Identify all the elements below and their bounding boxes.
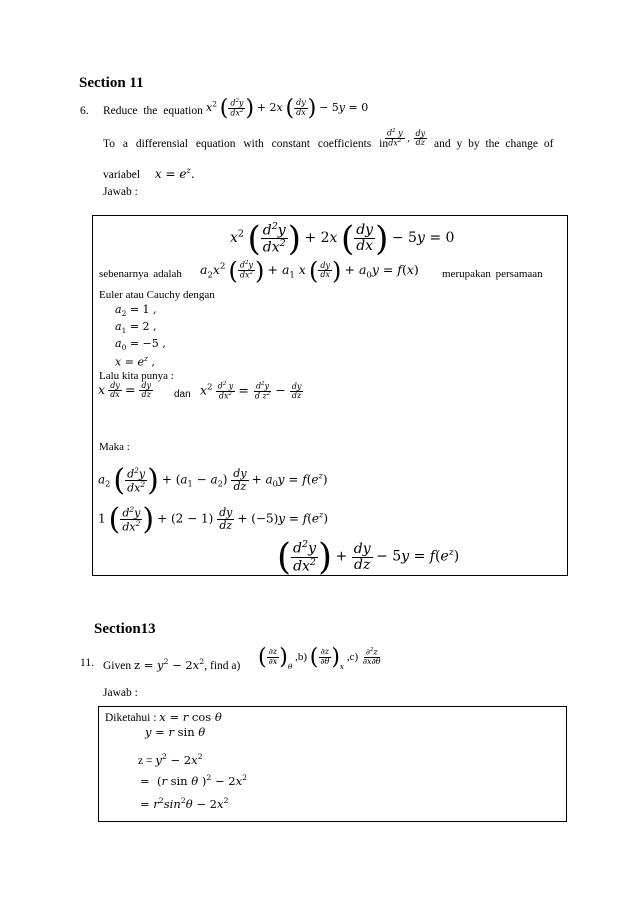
box1-main-equation: $x^2$ ( $\frac{d^2y}{dx^2}$ ) + 2x ( $\frac{dy}{dx}$ ) − 5y = 0 [230, 219, 455, 259]
identity-1: x $\frac{dy}{dx}$ = $\frac{dy}{dz}$ [98, 381, 152, 400]
diketahui-label: Diketahui : [105, 712, 157, 724]
substitution-x: $x = e^z$ , [115, 354, 155, 369]
problem-6-lead: Reduce the equation [103, 105, 203, 117]
box1-sebenarnya: sebenarnya adalah [99, 268, 182, 280]
box1-euler-text: Euler atau Cauchy dengan [99, 289, 215, 301]
box1-euler-equation: $a_2x^2$ ( $\frac{d^2y}{dx^2}$ ) + $a_1$ x ( $\frac{dy}{dx}$ ) + $a_0y = f(x)$ [200, 257, 419, 285]
problem-6-line3: variabel $x = e^z$. [103, 165, 195, 181]
identity-2: $x^2$ $\frac{d^2 y}{dx^2}$ = $\frac{d^2y}{d z^2}$ − $\frac{dy}{dz}$ [200, 381, 302, 401]
section-11-jawab: Jawab : [103, 186, 138, 198]
box2-z-line3: = $r^2\sin^2\theta - 2x^2$ [140, 796, 229, 811]
section-13-jawab: Jawab : [103, 687, 138, 699]
problem-6-equation: $x^2$ ( $\frac{d^2y}{dx^2}$ ) + 2x ( $\frac{dy}{dx}$ ) − 5y = 0 [206, 96, 369, 121]
box1-maka: Maka : [99, 441, 130, 453]
box1-dan: dan [174, 389, 191, 400]
problem-6-line3-a: variabel [103, 169, 141, 181]
section-11-heading: Section 11 [79, 75, 144, 91]
box1-lalu: Lalu kita punya : [99, 370, 174, 382]
problem-11-number: 11. [80, 657, 94, 669]
box2-y-def: y = r sin θ [145, 725, 206, 739]
line2-fractions: $\frac{d^2 y}{dx^2}$ , $\frac{dy}{dz}$ [387, 128, 426, 148]
given-label: Given [103, 659, 132, 672]
final-equation: ( $\frac{d^2y}{dx^2}$ ) + $\frac{dy}{dz}$ − $5y = f(e^z)$ [277, 537, 460, 578]
box2-z-line1: $z = y^2 - 2x^2$ [138, 752, 203, 767]
box2-diketahui: Diketahui : x = r cos θ [105, 710, 222, 724]
section-13-heading: Section13 [94, 621, 156, 637]
box2-z-line2: = (r sin θ )$^2 - 2x^2$ [140, 773, 248, 788]
problem-11-parts: ( $\frac{\partial z}{\partial x}$ )$_\theta$ ,b) ( $\frac{\partial z}{\partial\theta}$ )$_x$ ,c) $\frac{\partial^2z}{\partial x\partial\theta}$ [258, 645, 381, 672]
coeff-a1: $a_1 = 2$ , [115, 320, 157, 336]
problem-6-number: 6. [80, 105, 89, 117]
problem-6-line2 [103, 138, 388, 150]
coeff-a0: $a_0 = -5$ , [115, 337, 166, 353]
box1-merupakan: merupakan persamaan [442, 268, 543, 280]
problem-6-line2-a: To a differensial equation with constant coefficients in [103, 138, 389, 150]
maka-equation-1: $a_2$ ( $\frac{d^2y}{dx^2}$ ) + $(a_1 - a_2)$ $\frac{dy}{dz}$ + $a_0y = f(e^z)$ [98, 463, 328, 498]
coeff-a2: $a_2 = 1$ , [115, 303, 157, 319]
find-label: find [209, 659, 229, 672]
problem-6-line2-b: and y by the change of [434, 138, 554, 150]
maka-equation-2: 1 ( $\frac{d^2y}{dx^2}$ ) + (2 − 1) $\frac{dy}{dz}$ + $(-5)y = f(e^z)$ [98, 502, 329, 537]
problem-11-given: Given $z = y^2 - 2x^2$, find a) [103, 657, 241, 672]
